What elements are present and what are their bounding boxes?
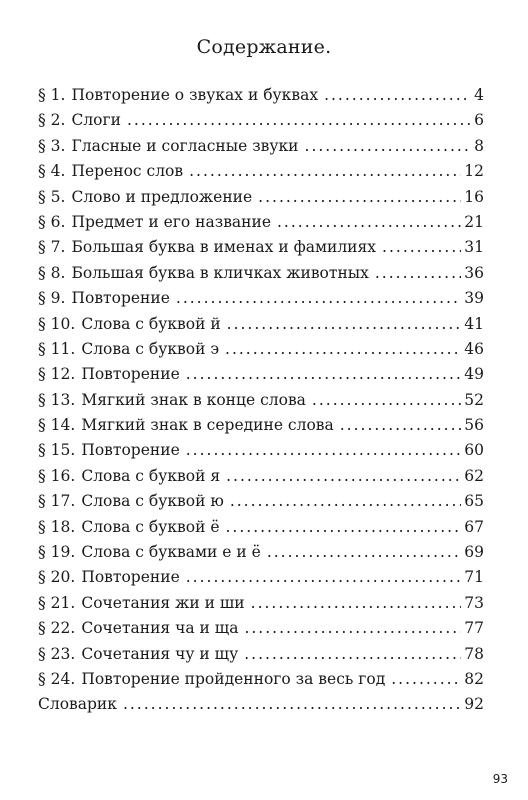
toc-entry-page: 21	[464, 212, 484, 231]
toc-entry	[38, 594, 484, 619]
toc-entry-page: 56	[464, 416, 484, 435]
toc-entry-label: Слова с буквами е и ё	[81, 543, 261, 562]
toc-entry-label: Большая буква в именах и фамилиях	[71, 238, 377, 257]
toc-entry-page: 69	[464, 543, 484, 562]
toc-entry-label: Слова с буквой й	[81, 314, 221, 333]
toc-entry	[38, 111, 484, 136]
toc-entry-label: Перенос слов	[71, 162, 184, 181]
toc-entry-number: § 7.	[38, 238, 66, 257]
toc-entry-number: § 20.	[38, 568, 76, 587]
toc-entry-number: § 1.	[38, 86, 66, 104]
toc-entry-page: 16	[464, 187, 484, 206]
dot-leader	[244, 645, 461, 663]
toc-entry-label: Повторение	[81, 568, 180, 587]
table-of-contents	[38, 86, 484, 721]
dot-leader	[324, 86, 471, 104]
toc-entry-label: Гласные и согласные звуки	[71, 136, 299, 155]
toc-entry-page: 8	[474, 136, 484, 155]
toc-entry-label: Повторение о звуках и буквах	[71, 86, 319, 104]
toc-entry-label: Повторение	[81, 441, 180, 460]
toc-entry-number: § 2.	[38, 111, 66, 130]
toc-entry-number: § 24.	[38, 669, 76, 688]
toc-entry-number: § 9.	[38, 289, 66, 308]
dot-leader	[277, 213, 461, 231]
toc-entry-page: 6	[474, 111, 484, 130]
toc-entry	[38, 391, 484, 416]
toc-entry	[38, 543, 484, 568]
toc-entry	[38, 645, 484, 670]
toc-entry-number: § 11.	[38, 339, 76, 358]
toc-entry-page: 73	[464, 593, 484, 612]
toc-entry-label: Слово и предложение	[71, 187, 253, 206]
toc-entry-number: § 21.	[38, 593, 76, 612]
toc-entry-label: Повторение	[81, 365, 180, 384]
toc-entry	[38, 670, 484, 695]
toc-entry	[38, 86, 484, 111]
toc-entry-label: Сочетания ча и ща	[81, 619, 239, 638]
toc-entry-label: Сочетания жи и ши	[81, 593, 245, 612]
toc-entry-glossary	[38, 695, 484, 720]
toc-entry-label: Мягкий знак в середине слова	[81, 416, 334, 435]
toc-entry-label: Предмет и его название	[71, 212, 271, 231]
toc-entry-page: 49	[464, 365, 484, 384]
page-number: 93	[492, 772, 508, 786]
toc-entry-number: § 4.	[38, 162, 66, 181]
toc-entry-number: § 15.	[38, 441, 76, 460]
dot-leader	[305, 137, 472, 155]
dot-leader	[226, 467, 461, 485]
toc-entry-page: 39	[464, 289, 484, 308]
dot-leader	[251, 594, 462, 612]
toc-entry-label: Большая буква в кличках животных	[71, 263, 369, 282]
toc-entry-number: § 19.	[38, 543, 76, 562]
toc-entry	[38, 365, 484, 390]
toc-entry-number: § 6.	[38, 212, 66, 231]
toc-entry	[38, 340, 484, 365]
toc-entry-page: 78	[464, 644, 484, 663]
toc-entry	[38, 492, 484, 517]
dot-leader	[230, 492, 461, 510]
toc-entry	[38, 416, 484, 441]
toc-entry	[38, 238, 484, 263]
toc-entry-page: 82	[464, 669, 484, 688]
dot-leader	[176, 289, 461, 307]
toc-entry-label: Слова с буквой ё	[81, 517, 220, 536]
toc-entry	[38, 162, 484, 187]
dot-leader	[267, 543, 461, 561]
dot-leader	[312, 391, 461, 409]
toc-entry	[38, 467, 484, 492]
toc-entry	[38, 441, 484, 466]
toc-entry-number: § 5.	[38, 187, 66, 206]
toc-entry-label: Слова с буквой э	[81, 339, 220, 358]
toc-entry	[38, 264, 484, 289]
toc-entry-number: § 8.	[38, 263, 66, 282]
toc-entry	[38, 619, 484, 644]
dot-leader	[375, 264, 461, 282]
dot-leader	[226, 518, 462, 536]
toc-entry	[38, 188, 484, 213]
toc-entry-number: § 22.	[38, 619, 76, 638]
dot-leader	[127, 111, 471, 129]
toc-entry-label: Повторение	[71, 289, 170, 308]
toc-entry-label: Словарик	[38, 695, 117, 714]
toc-entry	[38, 213, 484, 238]
toc-entry-page: 60	[464, 441, 484, 460]
toc-entry	[38, 518, 484, 543]
dot-leader	[244, 619, 461, 637]
toc-entry-label: Повторение пройденного за весь год	[81, 669, 386, 688]
dot-leader	[189, 162, 461, 180]
toc-entry-page: 46	[464, 339, 484, 358]
toc-entry-number: § 10.	[38, 314, 76, 333]
toc-entry	[38, 137, 484, 162]
dot-leader	[186, 568, 462, 586]
toc-entry-label: Слова с буквой ю	[81, 492, 224, 511]
toc-entry-page: 52	[464, 390, 484, 409]
dot-leader	[186, 441, 462, 459]
toc-entry-number: § 16.	[38, 466, 76, 485]
toc-entry-page: 62	[464, 466, 484, 485]
dot-leader	[225, 340, 461, 358]
toc-entry-number: § 12.	[38, 365, 76, 384]
toc-entry-page: 41	[464, 314, 484, 333]
toc-entry-number: § 14.	[38, 416, 76, 435]
dot-leader	[382, 238, 461, 256]
toc-entry-number: § 23.	[38, 644, 76, 663]
toc-entry-page: 12	[464, 162, 484, 181]
toc-entry-page: 31	[464, 238, 484, 257]
toc-entry-number: § 17.	[38, 492, 76, 511]
page-title: Содержание.	[196, 36, 332, 58]
toc-entry-number: § 18.	[38, 517, 76, 536]
toc-entry-number: § 13.	[38, 390, 76, 409]
toc-entry	[38, 289, 484, 314]
dot-leader	[340, 416, 462, 434]
dot-leader	[227, 315, 462, 333]
toc-entry-page: 65	[464, 492, 484, 511]
toc-entry-page: 71	[464, 568, 484, 587]
dot-leader	[258, 188, 461, 206]
toc-entry-page: 36	[464, 263, 484, 282]
toc-entry-label: Сочетания чу и щу	[81, 644, 239, 663]
dot-leader	[123, 695, 461, 713]
toc-entry	[38, 315, 484, 340]
toc-entry-label: Слоги	[71, 111, 121, 130]
toc-entry-label: Слова с буквой я	[81, 466, 221, 485]
toc-entry-page: 77	[464, 619, 484, 638]
toc-entry-page: 92	[464, 695, 484, 714]
dot-leader	[391, 670, 461, 688]
toc-entry-page: 67	[464, 517, 484, 536]
dot-leader	[186, 365, 462, 383]
toc-entry	[38, 568, 484, 593]
toc-entry-number: § 3.	[38, 136, 66, 155]
toc-entry-page: 4	[474, 86, 484, 104]
toc-entry-label: Мягкий знак в конце слова	[81, 390, 306, 409]
